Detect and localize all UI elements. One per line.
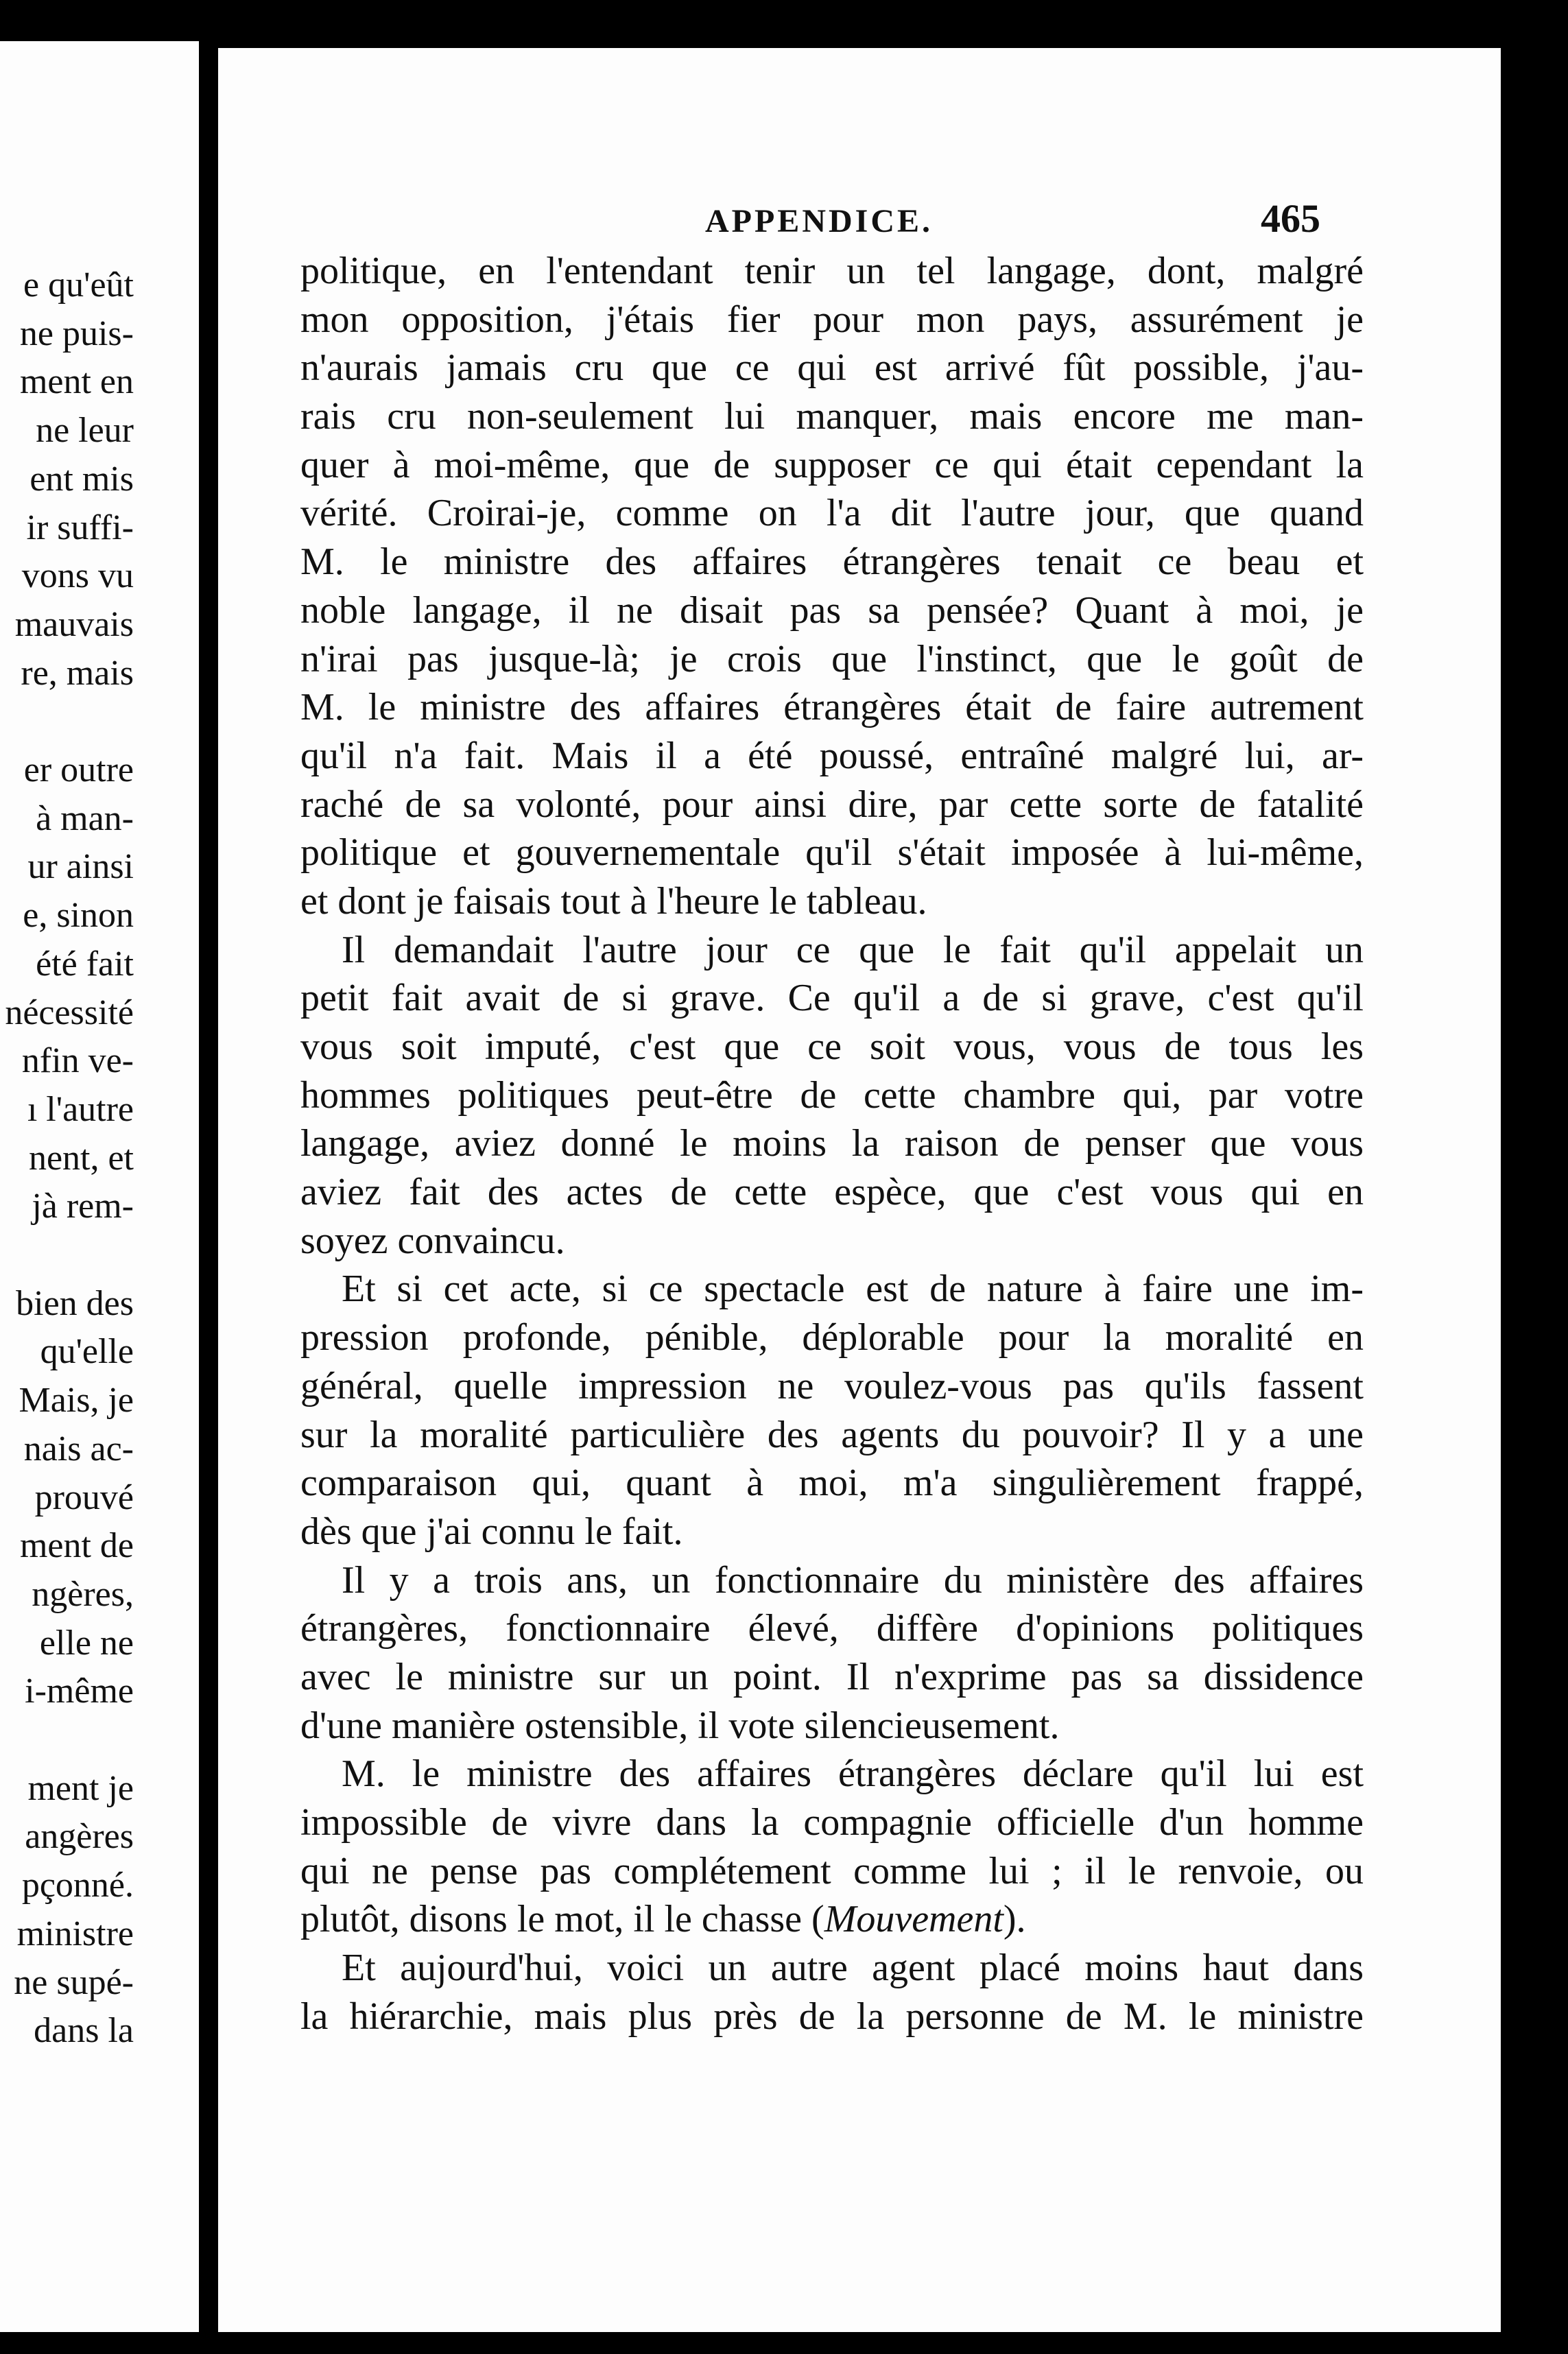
text-line bbox=[300, 1071, 1364, 1120]
text-line-content: mon opposition, j'étais fier pour mon pays, assurément je bbox=[300, 298, 1364, 341]
text-line bbox=[300, 829, 1364, 877]
text-line bbox=[300, 1168, 1364, 1217]
text-line bbox=[300, 1265, 1364, 1313]
left-page-fragment: ment je bbox=[27, 1768, 134, 1808]
text-line bbox=[300, 732, 1364, 781]
text-line-content: dès que j'ai connu le fait. bbox=[300, 1510, 683, 1553]
text-line bbox=[300, 1459, 1364, 1508]
left-page-fragment: ministre bbox=[16, 1914, 134, 1953]
text-line bbox=[300, 1750, 1364, 1798]
text-line-content: la hiérarchie, mais plus près de la personne de M. le ministre bbox=[300, 1995, 1364, 2038]
left-page-fragment: nent, et bbox=[28, 1138, 134, 1178]
text-line bbox=[300, 1944, 1364, 1993]
text-line-content: langage, aviez donné le moins la raison de penser que vous bbox=[300, 1122, 1364, 1165]
text-line-content: sur la moralité particulière des agents du pouvoir? Il y a une bbox=[300, 1413, 1364, 1456]
text-line-content: Il demandait l'autre jour ce que le fait qu'il appelait un bbox=[342, 928, 1364, 971]
text-line-content: M. le ministre des affaires étrangères déclare qu'il lui est bbox=[342, 1752, 1364, 1796]
text-line bbox=[300, 1362, 1364, 1411]
text-line-content: noble langage, il ne disait pas sa pensée? Quant à moi, je bbox=[300, 588, 1364, 632]
text-line-content: Et si cet acte, si ce spectacle est de nature à faire une im- bbox=[342, 1268, 1364, 1311]
left-page-fragment: angères bbox=[25, 1817, 134, 1857]
left-page-fragment: vons vu bbox=[21, 556, 134, 596]
text-line-content: n'aurais jamais cru que ce qui est arrivé fût possible, j'au- bbox=[300, 346, 1364, 390]
text-line-content: vous soit imputé, c'est que ce soit vous, vous de tous les bbox=[300, 1025, 1364, 1068]
left-page-fragment: prouvé bbox=[34, 1477, 134, 1517]
text-line bbox=[300, 489, 1364, 538]
left-page-fragment: ment de bbox=[19, 1526, 134, 1566]
text-line-content: n'irai pas jusque-là; je crois que l'instinct, que le goût de bbox=[300, 637, 1364, 680]
text-line bbox=[300, 683, 1364, 732]
text-line bbox=[300, 1847, 1364, 1896]
text-line-content: Et aujourd'hui, voici un autre agent placé moins haut dans bbox=[342, 1947, 1364, 1990]
text-line bbox=[300, 781, 1364, 829]
text-line-content: impossible de vivre dans la compagnie officielle d'un homme bbox=[300, 1801, 1364, 1844]
left-page bbox=[0, 41, 199, 2332]
left-page-fragment: re, mais bbox=[21, 653, 134, 693]
text-line bbox=[300, 926, 1364, 975]
left-page-fragment: e qu'eût bbox=[23, 265, 134, 305]
text-line-content: rais cru non-seulement lui manquer, mais encore me man- bbox=[300, 395, 1364, 438]
text-line bbox=[300, 1993, 1364, 2041]
left-page-fragment: à man- bbox=[36, 798, 134, 838]
left-page-fragment: dans la bbox=[34, 2011, 134, 2051]
text-line-content: M. le ministre des affaires étrangères tenait ce beau et bbox=[300, 540, 1364, 584]
left-page-fragment: i-même bbox=[25, 1672, 134, 1711]
left-page-fragment: ne puis- bbox=[19, 313, 134, 353]
left-page-fragment: nais ac- bbox=[23, 1429, 134, 1469]
text-line bbox=[300, 1023, 1364, 1071]
text-line-content: politique et gouvernementale qu'il s'était imposée à lui-même, bbox=[300, 831, 1364, 875]
text-line bbox=[300, 974, 1364, 1023]
text-line-content: qu'il n'a fait. Mais il a été poussé, entraîné malgré lui, ar- bbox=[300, 734, 1364, 777]
left-page-fragment: ne leur bbox=[36, 411, 134, 451]
text-line bbox=[300, 1798, 1364, 1847]
text-line-content: pression profonde, pénible, déplorable pour la moralité en bbox=[300, 1316, 1364, 1359]
text-line bbox=[300, 1119, 1364, 1168]
italic-text: Mouvement bbox=[824, 1898, 1003, 1941]
text-line bbox=[300, 441, 1364, 490]
left-page-fragment: jà rem- bbox=[32, 1187, 134, 1226]
text-line bbox=[300, 1508, 1364, 1556]
text-body bbox=[300, 247, 1364, 2041]
text-line-content: plutôt, disons le mot, il le chasse ( bbox=[300, 1898, 824, 1941]
text-line-content: M. le ministre des affaires étrangères était de faire autrement bbox=[300, 686, 1364, 729]
text-line-content: qui ne pense pas complétement comme lui ; il le renvoie, ou bbox=[300, 1849, 1364, 1892]
text-line bbox=[300, 1895, 1364, 1944]
text-line bbox=[300, 1217, 1364, 1265]
text-line-content: politique, en l'entendant tenir un tel langage, dont, malgré bbox=[300, 250, 1364, 292]
text-line-content: aviez fait des actes de cette espèce, que c'est vous qui en bbox=[300, 1171, 1364, 1214]
left-page-fragment: pçonné. bbox=[21, 1866, 134, 1905]
text-line bbox=[300, 1313, 1364, 1362]
text-line-content: hommes politiques peut-être de cette chambre qui, par votre bbox=[300, 1073, 1364, 1117]
running-head: APPENDICE. bbox=[705, 203, 934, 239]
left-page-fragment: bien des bbox=[16, 1283, 134, 1323]
text-line-content: général, quelle impression ne voulez-vous pas qu'ils fassent bbox=[300, 1364, 1364, 1407]
text-line bbox=[300, 296, 1364, 344]
text-line-content: Il y a trois ans, un fonctionnaire du ministère des affaires bbox=[342, 1558, 1364, 1602]
left-page-fragment: ngères, bbox=[32, 1574, 134, 1614]
text-line-content: soyez convaincu. bbox=[300, 1219, 565, 1262]
left-page-fragment: ı l'autre bbox=[27, 1089, 134, 1129]
text-line bbox=[300, 1411, 1364, 1460]
left-page-fragment: nécessité bbox=[5, 992, 134, 1032]
left-page-fragment: er outre bbox=[23, 750, 134, 789]
text-line-content: avec le ministre sur un point. Il n'exprime pas sa dissidence bbox=[300, 1655, 1364, 1698]
text-line-content: quer à moi-même, que de supposer ce qui était cependant la bbox=[300, 443, 1364, 486]
text-line-content: raché de sa volonté, pour ainsi dire, par cette sorte de fatalité bbox=[300, 783, 1364, 826]
left-page-fragment: e, sinon bbox=[23, 896, 134, 936]
left-page-fragment: ir suffi- bbox=[26, 508, 134, 547]
text-line bbox=[300, 586, 1364, 635]
text-line bbox=[300, 1653, 1364, 1702]
page-number: 465 bbox=[1261, 196, 1320, 241]
text-line bbox=[300, 392, 1364, 441]
text-line-tail: ). bbox=[1003, 1898, 1026, 1941]
text-line bbox=[300, 538, 1364, 586]
text-line bbox=[300, 344, 1364, 392]
text-line bbox=[300, 1702, 1364, 1750]
left-page-fragment: qu'elle bbox=[40, 1332, 134, 1372]
left-page-fragment: été fait bbox=[36, 944, 134, 984]
left-page-fragment: ment en bbox=[19, 362, 134, 402]
text-line-content: petit fait avait de si grave. Ce qu'il a de si grave, c'est qu'il bbox=[300, 977, 1364, 1020]
book-spine bbox=[199, 0, 218, 2354]
left-page-fragment: ent mis bbox=[29, 459, 134, 499]
left-page-fragment: elle ne bbox=[39, 1623, 134, 1663]
text-line bbox=[300, 877, 1364, 926]
text-line bbox=[300, 635, 1364, 684]
text-line bbox=[300, 1556, 1364, 1605]
left-page-fragment: nfin ve- bbox=[21, 1041, 134, 1081]
left-page-fragment: Mais, je bbox=[19, 1381, 134, 1420]
left-page-fragment: ne supé- bbox=[14, 1962, 134, 2002]
text-line-content: vérité. Croirai-je, comme on l'a dit l'autre jour, que quand bbox=[300, 492, 1364, 535]
left-page-fragment: mauvais bbox=[14, 604, 134, 644]
text-line bbox=[300, 1604, 1364, 1653]
right-page bbox=[218, 48, 1501, 2332]
text-line-content: étrangères, fonctionnaire élevé, diffère d'opinions politiques bbox=[300, 1607, 1364, 1650]
left-page-fragment: ur ainsi bbox=[27, 847, 134, 887]
text-line-content: et dont je faisais tout à l'heure le tableau. bbox=[300, 879, 927, 923]
text-line-content: d'une manière ostensible, il vote silencieusement. bbox=[300, 1704, 1060, 1747]
text-line bbox=[300, 247, 1364, 296]
text-line-content: comparaison qui, quant à moi, m'a singulièrement frappé, bbox=[300, 1462, 1364, 1505]
